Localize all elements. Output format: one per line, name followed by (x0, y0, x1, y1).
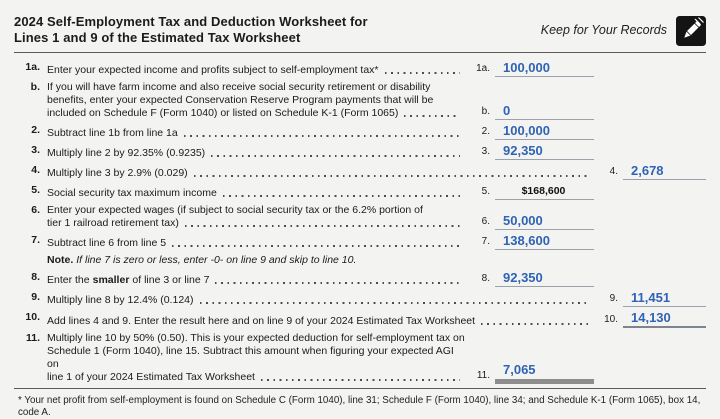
entry-label: 1a. (476, 63, 490, 74)
title-line-2: Lines 1 and 9 of the Estimated Tax Worksheet (14, 30, 301, 45)
line-text: benefits, enter your expected Conservation Reserve Program payments that will be (47, 94, 434, 106)
row-2 (14, 124, 706, 140)
dot-leader (211, 155, 460, 157)
entry-field-3[interactable]: 92,350 (495, 144, 594, 160)
line-number: 8. (31, 271, 40, 283)
note-label: Note. (47, 254, 74, 266)
footnote: * Your net profit from self-employment is found on Schedule C (Form 1040), line 31; Schedule F (Form 1040), line 34; and Schedule K-1 (Form 1065), box 14, code A. (18, 395, 701, 418)
line-number: b. (30, 81, 40, 93)
entry-field-5-preprinted: $168,600 (495, 184, 594, 200)
pencil-icon (676, 16, 706, 46)
dot-leader (404, 115, 460, 117)
dot-leader (184, 135, 460, 137)
line-text: line 1 of your 2024 Estimated Tax Worksheet (47, 371, 255, 383)
line-number: 3. (31, 144, 40, 156)
line-text: Subtract line 1b from line 1a (47, 127, 178, 139)
worksheet-body (14, 53, 706, 384)
row-1b (14, 81, 706, 120)
line-text: Subtract line 6 from line 5 (47, 237, 167, 249)
line-number: 10. (25, 311, 40, 323)
line-text: of line 3 or line 7 (132, 274, 210, 286)
entry-label: 8. (481, 273, 490, 284)
line-text: Add lines 4 and 9. Enter the result here and on line 9 of your 2024 Estimated Tax Worksheet (47, 315, 476, 327)
line-text: If you will have farm income and also receive social security retirement or disability (47, 81, 431, 93)
row-4 (14, 164, 706, 180)
worksheet-header (14, 14, 706, 53)
entry-field-7[interactable]: 138,600 (495, 234, 594, 250)
entry-label: 4. (609, 166, 618, 177)
line-text: Multiply line 3 by 2.9% (0.029) (47, 167, 188, 179)
row-5 (14, 184, 706, 200)
entry-field-2[interactable]: 100,000 (495, 124, 594, 140)
row-3 (14, 144, 706, 160)
line-number: 11. (25, 332, 40, 344)
keep-for-records (541, 16, 706, 46)
note-text: If line 7 is zero or less, enter -0- on line 9 and skip to line 10. (76, 254, 357, 266)
line-text: Multiply line 8 by 12.4% (0.124) (47, 294, 194, 306)
row-11 (14, 332, 706, 384)
line-text: tier 1 railroad retirement tax) (47, 217, 179, 229)
line-text: Social security tax maximum income (47, 187, 217, 199)
entry-label: b. (481, 106, 490, 117)
page-title (14, 14, 368, 46)
entry-field-11[interactable]: 7,065 (495, 363, 594, 384)
dot-leader (194, 175, 588, 177)
dot-leader (200, 302, 589, 304)
entry-field-4[interactable]: 2,678 (623, 164, 706, 180)
entry-field-1a[interactable]: 100,000 (495, 61, 594, 77)
line-number: 9. (31, 291, 40, 303)
line-number: 6. (31, 204, 40, 216)
entry-label: 7. (481, 236, 490, 247)
line-text: Schedule 1 (Form 1040), line 15. Subtract this amount when figuring your expected AGI on (47, 345, 454, 370)
line-text: Enter your expected wages (if subject to social security tax or the 6.2% portion of (47, 204, 423, 216)
dot-leader (385, 72, 461, 74)
row-8 (14, 271, 706, 287)
entry-label: 9. (609, 293, 618, 304)
row-6 (14, 204, 706, 230)
line-number: 7. (31, 234, 40, 246)
row-7 (14, 234, 706, 250)
line-text: Enter your expected income and profits subject to self-employment tax* (47, 64, 379, 76)
line-text: Multiply line 10 by 50% (0.50). This is your expected deduction for self-employment tax on (47, 332, 465, 344)
entry-field-10[interactable]: 14,130 (623, 311, 706, 328)
dot-leader (172, 245, 460, 247)
entry-field-6[interactable]: 50,000 (495, 214, 594, 230)
line-text: included on Schedule F (Form 1040) or listed on Schedule K-1 (Form 1065) (47, 107, 399, 119)
row-10 (14, 311, 706, 328)
dot-leader (185, 225, 460, 227)
dot-leader (223, 195, 460, 197)
line-text-bold: smaller (92, 274, 130, 286)
entry-field-8[interactable]: 92,350 (495, 271, 594, 287)
keep-for-records-label: Keep for Your Records (540, 23, 667, 37)
line-number: 5. (31, 184, 40, 196)
line-number: 4. (31, 164, 40, 176)
dot-leader (481, 323, 588, 325)
entry-label: 11. (476, 370, 490, 381)
entry-field-1b[interactable]: 0 (495, 104, 594, 120)
row-9 (14, 291, 706, 307)
title-line-1: 2024 Self-Employment Tax and Deduction Worksheet for (14, 14, 368, 29)
dot-leader (215, 282, 460, 284)
entry-label: 5. (481, 186, 490, 197)
entry-label: 6. (481, 216, 490, 227)
entry-field-9[interactable]: 11,451 (623, 291, 706, 307)
entry-label: 10. (604, 314, 618, 325)
entry-label: 2. (481, 126, 490, 137)
line-number: 1a. (25, 61, 40, 73)
entry-label: 3. (481, 146, 490, 157)
row-1a (14, 61, 706, 77)
line-text: Multiply line 2 by 92.35% (0.9235) (47, 147, 206, 159)
line-text: Enter the (47, 274, 90, 286)
row-note (14, 254, 706, 267)
dot-leader (261, 379, 460, 381)
line-number: 2. (31, 124, 40, 136)
